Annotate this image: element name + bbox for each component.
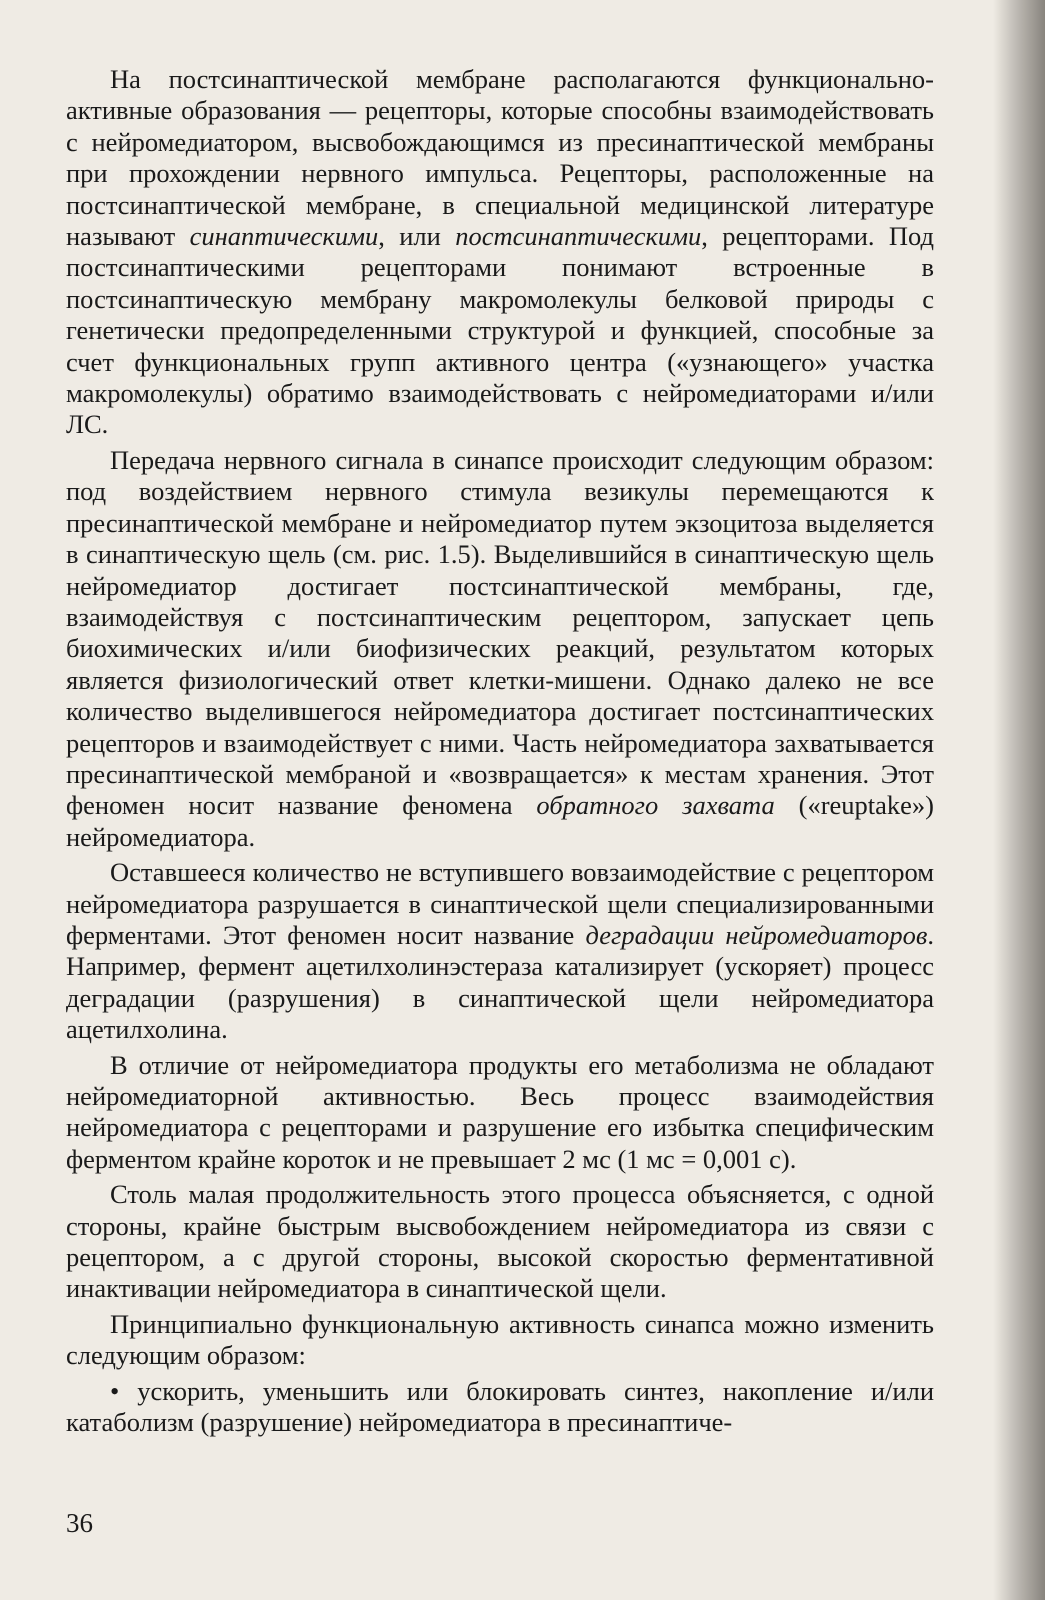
list-item: • ускорить, уменьшить или блокировать синтез, накопление и/или катаболизм (разрушение) нейромедиатора в пресинаптиче- xyxy=(66,1375,934,1438)
paragraph-metabolism: В отличие от нейромедиатора продукты его метаболизма не обладают нейромедиаторной активностью. Весь процесс взаимодействия нейромедиатора с рецепторами и разрушение его избытка специфическим ферментом крайне короток и не превышает 2 мс (1 мс = 0,001 с). xyxy=(66,1049,934,1174)
page-number: 36 xyxy=(66,1508,93,1538)
scan-edge-shadow xyxy=(993,0,1045,1600)
term-reuptake: обратного захвата xyxy=(536,790,775,821)
paragraph-synapse-activity: Принципиально функциональную активность синапса можно изменить следующим образом: xyxy=(66,1308,934,1371)
paragraph-duration: Столь малая продолжительность этого процесса объясняется, с одной стороны, крайне быстрым высвобождением нейромедиатора из связи с рецептором, а с другой стороны, высокой скоростью ферментативной инактивации нейромедиатора в синаптической щели. xyxy=(66,1179,934,1304)
term-synaptic: синаптическими xyxy=(189,221,379,252)
paragraph-signal-transmission: Передача нервного сигнала в синапсе происходит следующим образом: под воздействием нервного стимула везикулы перемещаются к пресинаптической мембране и нейромедиатор путем экзоцитоза выделяется в синаптическую щель (см. рис. 1.5). Выделившийся в синаптическую щель нейромедиатор достигает постсинаптической мембраны, где, взаимодействуя с постсинаптическим рецептором, запускает цепь биохимических и/или биофизических реакций, результатом которых является физиологический ответ клетки-мишени. Однако далеко не все количество выделившегося нейромедиатора достигает постсинаптических рецепторов и взаимодействует с ними. Часть нейромедиатора захватывается пресинаптической мембраной и «возвращается» к местам хранения. Этот феномен носит название феномена обратного захвата («reuptake») нейромедиатора. xyxy=(66,444,934,852)
paragraph-receptors: На постсинаптической мембране располагаются функционально-активные образования — рецепторы, которые способны взаимодействовать с нейромедиатором, высвобождающимся из пресинаптической мембраны при прохождении нервного импульса. Рецепторы, расположенные на постсинаптической мембране, в специальной медицинской литературе называют синаптическими, или постсинаптическими, рецепторами. Под постсинаптическими рецепторами понимают встроенные в постсинаптическую мембрану макромолекулы белковой природы с генетически предопределенными структурой и функцией, способные за счет функциональных групп активного центра («узнающего» участка макромолекулы) обратимо взаимодействовать с нейромедиаторами и/или ЛС. xyxy=(66,64,934,440)
paragraph-degradation: Оставшееся количество не вступившего вовзаимодействие с рецептором нейромедиатора разрушается в синаптической щели специализированными ферментами. Этот феномен носит название деградации нейромедиаторов. Например, фермент ацетилхолинэстераза катализирует (ускоряет) процесс деградации (разрушения) в синаптической щели нейромедиатора ацетилхолина. xyxy=(66,857,934,1045)
body-text xyxy=(66,64,934,1438)
term-postsynaptic: постсинаптическими xyxy=(455,221,702,252)
term-degradation: деградации нейромедиаторов xyxy=(585,919,928,950)
